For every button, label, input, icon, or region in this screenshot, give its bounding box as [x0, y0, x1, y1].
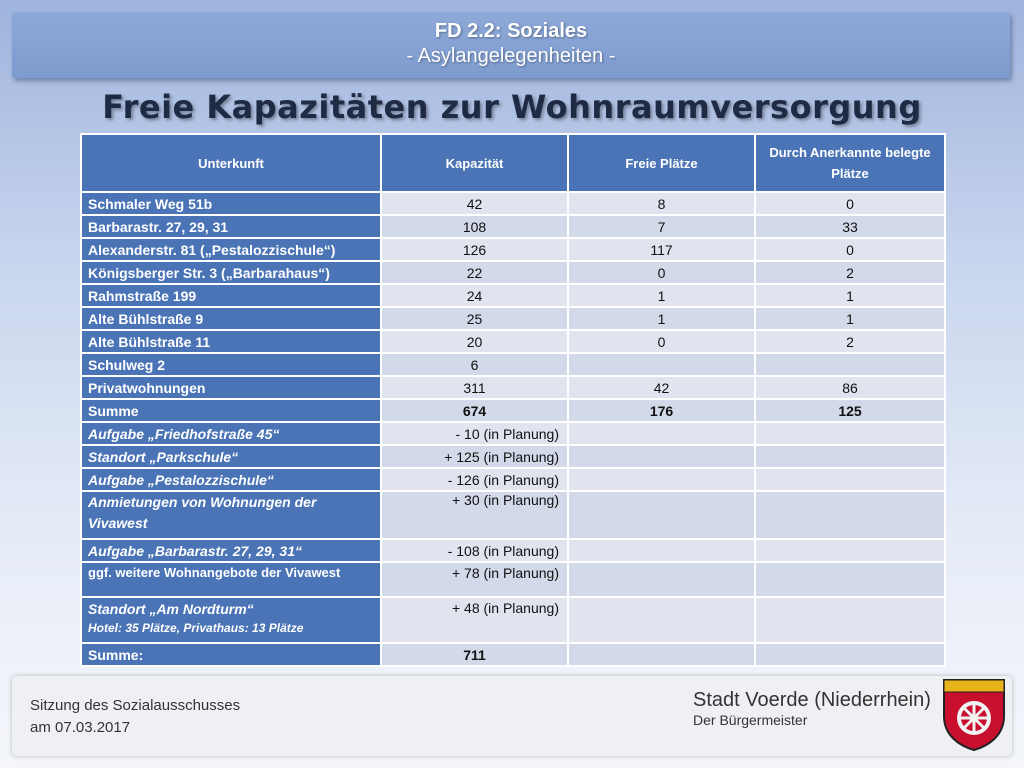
- cell-kapazitaet: + 30 (in Planung): [381, 491, 568, 539]
- row-label: ggf. weitere Wohnangebote der Vivawest: [81, 562, 381, 597]
- cell-anerkannte: [755, 422, 945, 445]
- cell-anerkannte: [755, 643, 945, 666]
- cell-anerkannte: 0: [755, 238, 945, 261]
- city-coat-of-arms-icon: [942, 678, 1006, 752]
- planning-row: [81, 562, 945, 597]
- cell-anerkannte: [755, 491, 945, 539]
- cell-anerkannte: [755, 445, 945, 468]
- cell-anerkannte: 2: [755, 261, 945, 284]
- table-row: [81, 330, 945, 353]
- cell-anerkannte: [755, 539, 945, 562]
- row-label: Rahmstraße 199: [81, 284, 381, 307]
- cell-frei: [568, 491, 755, 539]
- cell-anerkannte: [755, 597, 945, 643]
- cell-frei: [568, 643, 755, 666]
- cell-frei: 1: [568, 284, 755, 307]
- cell-frei: 0: [568, 330, 755, 353]
- session-date: am 07.03.2017: [30, 719, 131, 736]
- cell-kapazitaet: + 78 (in Planung): [381, 562, 568, 597]
- session-name: Sitzung des Sozialausschusses: [30, 697, 241, 714]
- cell-anerkannte: 2: [755, 330, 945, 353]
- cell-anerkannte: 0: [755, 192, 945, 215]
- table-header-row: [81, 134, 945, 192]
- slide-header: [12, 12, 1010, 78]
- table-row: [81, 307, 945, 330]
- row-label: Alte Bühlstraße 9: [81, 307, 381, 330]
- cell-kapazitaet: 311: [381, 376, 568, 399]
- cell-kapazitaet: 6: [381, 353, 568, 376]
- row-label: [81, 597, 381, 643]
- cell-kapazitaet: 25: [381, 307, 568, 330]
- table-row: [81, 238, 945, 261]
- planning-row: [81, 539, 945, 562]
- cell-frei: 8: [568, 192, 755, 215]
- row-label: Summe: [81, 399, 381, 422]
- row-label: Aufgabe „Barbarastr. 27, 29, 31“: [81, 539, 381, 562]
- cell-kapazitaet: - 126 (in Planung): [381, 468, 568, 491]
- total-row: [81, 643, 945, 666]
- cell-kapazitaet: 108: [381, 215, 568, 238]
- row-label: Schmaler Weg 51b: [81, 192, 381, 215]
- cell-frei: 7: [568, 215, 755, 238]
- cell-kapazitaet: 126: [381, 238, 568, 261]
- column-header-freie-plaetze: Freie Plätze: [568, 134, 755, 192]
- cell-kapazitaet: 22: [381, 261, 568, 284]
- cell-kapazitaet: 674: [381, 399, 568, 422]
- cell-frei: [568, 353, 755, 376]
- cell-frei: 1: [568, 307, 755, 330]
- table-row: [81, 284, 945, 307]
- table-row: [81, 376, 945, 399]
- planning-row: [81, 597, 945, 643]
- cell-anerkannte: [755, 468, 945, 491]
- cell-frei: 0: [568, 261, 755, 284]
- row-label: Aufgabe „Pestalozzischule“: [81, 468, 381, 491]
- cell-anerkannte: 1: [755, 284, 945, 307]
- cell-kapazitaet: - 10 (in Planung): [381, 422, 568, 445]
- header-department: FD 2.2: Soziales: [434, 20, 588, 42]
- cell-frei: [568, 445, 755, 468]
- table-row: [81, 192, 945, 215]
- cell-anerkannte: [755, 562, 945, 597]
- cell-frei: [568, 468, 755, 491]
- city-name: Stadt Voerde (Niederrhein): [693, 689, 931, 711]
- row-label: Barbarastr. 27, 29, 31: [81, 215, 381, 238]
- cell-anerkannte: 86: [755, 376, 945, 399]
- row-label: Aufgabe „Friedhofstraße 45“: [81, 422, 381, 445]
- column-header-anerkannte: Durch Anerkannte belegte Plätze: [755, 134, 945, 192]
- row-label-main: Standort „Am Nordturm“: [88, 601, 254, 617]
- planning-row: [81, 445, 945, 468]
- planning-row: [81, 491, 945, 539]
- header-subtitle: - Asylangelegenheiten -: [406, 45, 616, 67]
- row-label: Privatwohnungen: [81, 376, 381, 399]
- planning-row: [81, 422, 945, 445]
- office-name: Der Bürgermeister: [693, 712, 808, 728]
- row-label: Alexanderstr. 81 („Pestalozzischule“): [81, 238, 381, 261]
- cell-anerkannte: 33: [755, 215, 945, 238]
- row-label: Anmietungen von Wohnungen der Vivawest: [81, 491, 381, 539]
- cell-frei: 176: [568, 399, 755, 422]
- page-title: Freie Kapazitäten zur Wohnraumversorgung: [102, 88, 922, 126]
- cell-kapazitaet: + 48 (in Planung): [381, 597, 568, 643]
- row-label: Standort „Parkschule“: [81, 445, 381, 468]
- cell-anerkannte: 125: [755, 399, 945, 422]
- cell-kapazitaet: - 108 (in Planung): [381, 539, 568, 562]
- capacity-table: [80, 133, 946, 667]
- cell-frei: [568, 597, 755, 643]
- cell-kapazitaet: 42: [381, 192, 568, 215]
- column-header-unterkunft: Unterkunft: [81, 134, 381, 192]
- table-row: [81, 353, 945, 376]
- row-label: Schulweg 2: [81, 353, 381, 376]
- table-row: [81, 215, 945, 238]
- cell-frei: [568, 422, 755, 445]
- cell-anerkannte: 1: [755, 307, 945, 330]
- cell-frei: 117: [568, 238, 755, 261]
- summary-row: [81, 399, 945, 422]
- planning-row: [81, 468, 945, 491]
- column-header-kapazitaet: Kapazität: [381, 134, 568, 192]
- cell-anerkannte: [755, 353, 945, 376]
- row-label-subline: Hotel: 35 Plätze, Privathaus: 13 Plätze: [88, 621, 304, 635]
- table-row: [81, 261, 945, 284]
- footer-city: [693, 689, 931, 728]
- cell-kapazitaet: 24: [381, 284, 568, 307]
- cell-kapazitaet: 711: [381, 643, 568, 666]
- row-label: Alte Bühlstraße 11: [81, 330, 381, 353]
- cell-frei: [568, 539, 755, 562]
- footer-session: [30, 695, 240, 739]
- cell-frei: [568, 562, 755, 597]
- cell-frei: 42: [568, 376, 755, 399]
- row-label: Königsberger Str. 3 („Barbarahaus“): [81, 261, 381, 284]
- cell-kapazitaet: + 125 (in Planung): [381, 445, 568, 468]
- cell-kapazitaet: 20: [381, 330, 568, 353]
- row-label: Summe:: [81, 643, 381, 666]
